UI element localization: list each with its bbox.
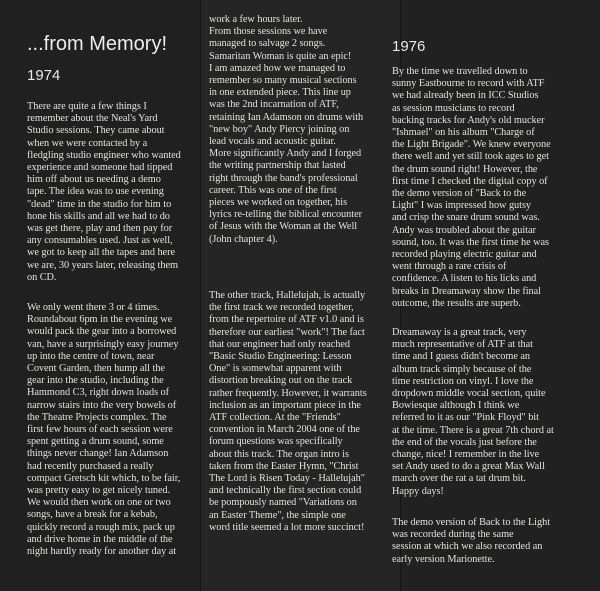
section-heading-1976: 1976 [392,38,426,55]
paragraph-neals-yard: There are quite a few things I remember about the Neal's Yard Studio sessions. They came about when we were contacted by a fledgling studio engineer who wanted experience and someone had tipped him off about us needing a demo tape. The idea was to use evening "dead" time in the studio for him to hone his skills and all we had to do was get there, play and then pay for any consumables used. Just as well, we got to keep all the tapes and here we are, 30 years later, releasing them on CD. [27,101,181,283]
paragraph-back-to-the-light: The demo version of Back to the Light was recorded during the same session at which we also recorded an early version Marionette. [392,517,550,565]
section-heading-1974: 1974 [27,67,61,84]
column-divider [200,0,201,591]
paragraph-eastbourne: By the time we travelled down to sunny Eastbourne to record with ATF we had already been in ICC Studios as session musicians to record backing tracks for Andy's old mucker "Ishmael" on his album "Charge of the Light Brigade". We knew everyone there well and yet still took ages to get the drum sound right! However, the first time I checked the digital copy of the demo version of "Back to the Light" I was impressed how gutsy and crisp the snare drum sound was. Andy was troubled about the guitar sound, too. It was the first time he was recorded playing electric guitar and went through a rare crisis of confidence. A listen to his licks and breaks in Dreamaway show the final outcome, the results are superb. [392,66,551,309]
paragraph-samaritan-woman: work a few hours later. From those sessions we have managed to salvage 2 songs. Samaritan Woman is quite an epic! I am amazed how we managed to remember so many musical sections in one extended piece. This line up was the 2nd incarnation of ATF, retaining Ian Adamson on drums with "new boy" Andy Piercy joining on lead vocals and acoustic guitar. More significantly Andy and I forged the writing partnership that lasted right through the band's professional career. This was one of the first pieces we worked on together, his lyrics re-telling the biblical encounter of Jesus with the Woman at the Well (John chapter 4). [209,14,364,245]
page-title: ...from Memory! [27,33,168,55]
paragraph-sessions: We only went there 3 or 4 times. Roundabout 6pm in the evening we would pack the gear into a borrowed van, have a surprisingly easy journey up into the centre of town, near Covent Garden, then hump all the gear into the studio, including the Hammond C3, right down loads of narrow stairs into the very bowels of the Theatre Projects complex. The first few hours of each session were spent getting a drum sound, some things never change! Ian Adamson had recently purchased a really compact Gretsch kit which, to be fair, was pretty easy to get nicely tuned. We would then work on one or two songs, have a break for a kebab, quickly record a rough mix, pack up and drive home in the middle of the night hardly ready for another day at [27,302,181,558]
paragraph-hallelujah: The other track, Hallelujah, is actually the first track we recorded together, from the repertoire of ATF v1.0 and is therefore our earliest "work"! The fact that our engineer had only reached "Basic Studio Engineering: Lesson One" is somewhat apparent with distortion breaking out on the track rather frequently. However, it warrants inclusion as an important piece in the ATF collection. At the "Friends" convention in March 2004 one of the forum questions was specifically about this track. The organ intro is taken from the Easter Hymn, "Christ The Lord is Risen Today - Hallelujah" and technically the first section could be pompously named "Variations on an Easter Theme", the simple one word title seemed a lot more succinct! [209,290,367,533]
paragraph-dreamaway: Dreamaway is a great track, very much representative of ATF at that time and I guess didn't become an album track simply because of the time restriction on vinyl. I love the dropdown middle vocal section, quite Bowiesque although I think we referred to it as our "Pink Floyd" bit at the time. There is a great 7th chord at the end of the vocals just before the change, nice! I remember in the live set Andy used to do a great Max Wall march over the rat a tat drum bit. Happy days! [392,327,554,497]
